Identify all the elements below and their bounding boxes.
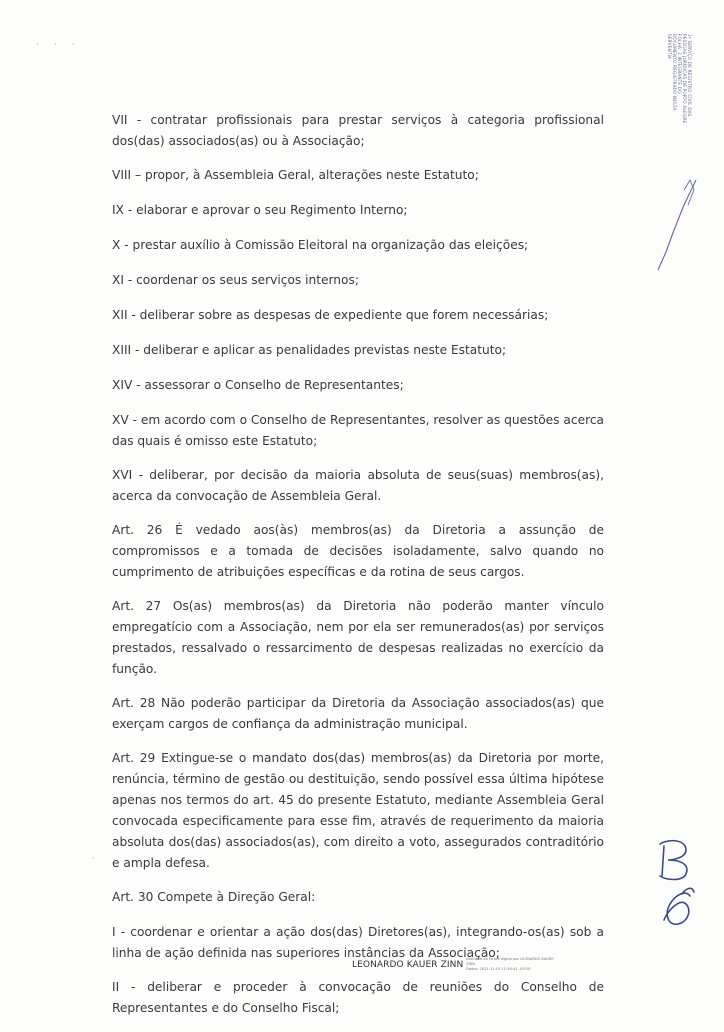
handwritten-initials — [646, 834, 706, 934]
paragraph-item-vii: VII - contratar profissionais para prestar serviços à categoria profissional dos(das) associados(as) ou à Associação; — [112, 113, 604, 148]
paragraph-art-30: Art. 30 Compete à Direção Geral: — [112, 890, 316, 904]
stamp-line: PESSOAS JURÍDICAS DE PORTO ALEGRE — [682, 34, 687, 124]
statute-body — [112, 110, 604, 1032]
paragraph-item-x: X - prestar auxílio à Comissão Eleitoral na organização das eleições; — [112, 238, 529, 252]
registry-stamp-text — [667, 34, 692, 122]
stamp-line: 1º SERVIÇO DE REGISTRO CIVIL DAS — [687, 34, 692, 117]
paragraph-item-xiv: XIV - assessorar o Conselho de Representantes; — [112, 378, 404, 392]
paragraph-item-xii: XII - deliberar sobre as despesas de expediente que forem necessárias; — [112, 308, 549, 322]
cert-line: Assinado de forma digital por LEONARDO KAUER — [466, 957, 554, 961]
margin-mark: · — [92, 854, 95, 863]
stamp-line: SERVENTIA — [667, 34, 672, 60]
stamp-line: DOCUMENTO REGISTRADO NESTA — [672, 34, 677, 111]
digital-signature-name: LEONARDO KAUER ZINN — [352, 960, 464, 970]
paragraph-item-xiii: XIII - deliberar e aplicar as penalidades previstas neste Estatuto; — [112, 343, 507, 357]
stamp-line: FOLHA: 2 INTEGRANTE DO — [677, 34, 682, 94]
paragraph-art-28: Art. 28 Não poderão participar da Diretoria da Associação associados(as) que exerçam cargos de confiança da administração municipal. — [112, 696, 604, 731]
paragraph-item-xi: XI - coordenar os seus serviços internos; — [112, 273, 359, 287]
paragraph-item-xv: XV - em acordo com o Conselho de Representantes, resolver as questões acerca das quais é omisso este Estatuto; — [112, 413, 604, 448]
paragraph-art-29: Art. 29 Extingue-se o mandato dos(das) membros(as) da Diretoria por morte, renúncia, término de gestão ou destituição, sendo possível essa última hipótese apenas nos termos do art. 45 do presente Estatuto, mediante Assembleia Geral convocada especificamente para esse fim, através de requerimento da maioria absoluta dos(das) associados(as), com direito a voto, assegurados contraditório e ampla defesa. — [112, 751, 604, 870]
paragraph-art-27: Art. 27 Os(as) membros(as) da Diretoria não poderão manter vínculo empregatício com a Associação, nem por ela ser remunerados(as) por serviços prestados, ressalvado o ressarcimento de despesas realizadas no exercício da função. — [112, 599, 604, 676]
paragraph-item-i: I - coordenar e orientar a ação dos(das) Diretores(as), integrando-os(as) sob a linha de ação definida nas superiores instâncias da Associação; — [112, 925, 604, 960]
paragraph-art-26: Art. 26 É vedado aos(às) membros(as) da Diretoria a assunção de compromissos e a tomada de decisões isoladamente, salvo quando no cumprimento de atribuições específicas e da rotina de seus cargos. — [112, 523, 604, 579]
scan-specks: · · · — [36, 40, 81, 50]
paragraph-item-ix: IX - elaborar e aprovar o seu Regimento Interno; — [112, 203, 408, 217]
digital-signature-certificate — [466, 957, 586, 972]
paragraph-item-viii: VIII – propor, à Assembleia Geral, alterações neste Estatuto; — [112, 168, 479, 182]
cert-line: Dados: 2021.11.19 11:56:41 -03'00' — [466, 967, 532, 971]
paragraph-item-ii: II - deliberar e proceder à convocação de reuniões do Conselho de Representantes e do Conselho Fiscal; — [112, 980, 604, 1015]
paragraph-item-xvi: XVI - deliberar, por decisão da maioria absoluta de seus(suas) membros(as), acerca da convocação de Assembleia Geral. — [112, 468, 604, 503]
cert-line: ZINN — [466, 962, 475, 966]
